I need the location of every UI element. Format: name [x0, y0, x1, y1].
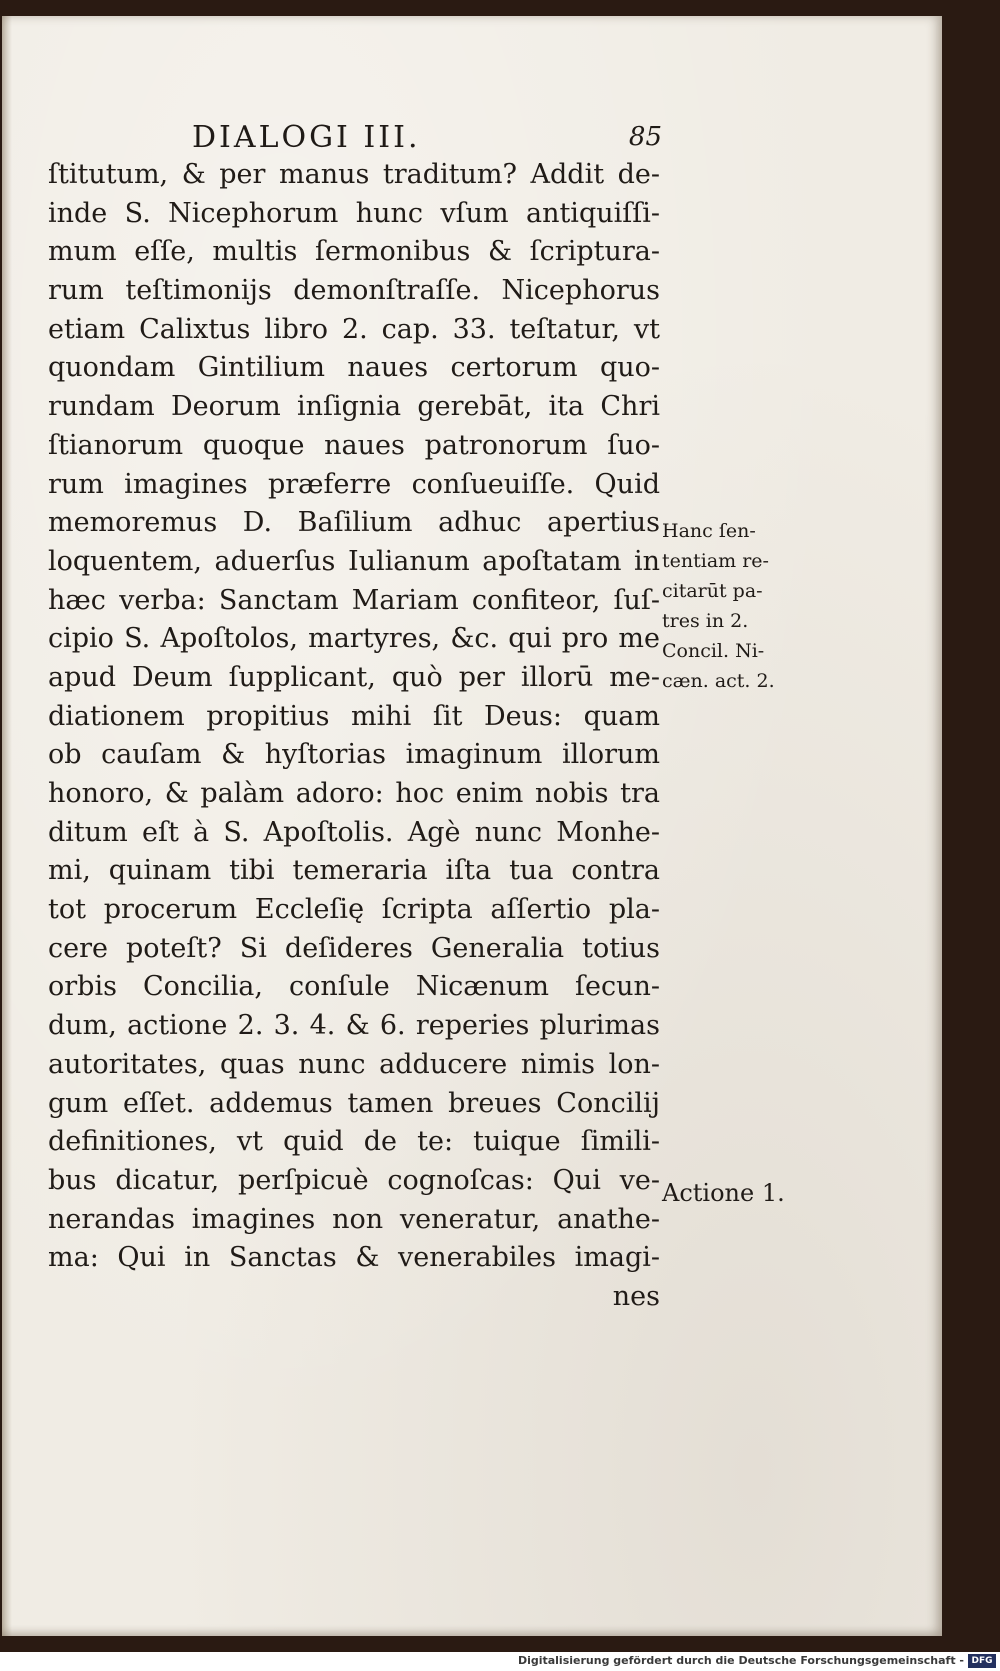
margin-note-council	[662, 516, 796, 696]
text-line: rum teſtimonijs demonſtraſſe. Nicephorus	[48, 275, 660, 307]
text-line: definitiones, vt quid de te: tuique ſimili-	[48, 1126, 660, 1158]
text-line: ma: Qui in Sanctas & venerabiles imagi-	[48, 1242, 660, 1274]
margin-note-line: tentiam re-	[662, 550, 769, 572]
text-line: ſtianorum quoque naues patronorum ſuo-	[48, 429, 660, 461]
margin-note-line: cæn. act. 2.	[662, 670, 775, 692]
body-text	[48, 156, 660, 1317]
text-line: mi, quinam tibi temeraria iſta tua contra	[48, 855, 660, 887]
dfg-logo: DFG	[968, 1654, 996, 1668]
text-line: autoritates, quas nunc adducere nimis lon-	[48, 1048, 660, 1080]
catchword: nes	[612, 1280, 660, 1312]
text-line: inde S. Nicephorum hunc vſum antiquiſſi-	[48, 197, 660, 229]
text-line: ditum eſt à S. Apoſtolis. Agè nunc Monhe-	[48, 816, 660, 848]
margin-note-line: citarūt pa-	[662, 580, 763, 602]
text-line: bus dicatur, perſpicuè cognoſcas: Qui ve-	[48, 1164, 660, 1196]
text-line: gum eſſet. addemus tamen breues Concilij	[48, 1087, 660, 1119]
text-line: hæc verba: Sanctam Mariam confiteor, ſuſ-	[48, 584, 660, 616]
margin-note-line: Concil. Ni-	[662, 640, 765, 662]
text-line: cere poteſt? Si deſideres Generalia totius	[48, 932, 660, 964]
margin-note-line: tres in 2.	[662, 610, 749, 632]
text-line: quondam Gintilium naues certorum quo-	[48, 352, 660, 384]
text-line: rundam Deorum inſignia gerebāt, ita Chri	[48, 391, 660, 423]
book-page	[2, 16, 942, 1636]
text-line: memoremus D. Baſilium adhuc apertius	[48, 507, 660, 539]
page-edge	[2, 16, 12, 1636]
text-line: apud Deum ſupplicant, quò per illorū me-	[48, 661, 660, 693]
text-line: rum imagines præferre conſueuiſſe. Quid	[48, 468, 660, 500]
text-line: ob cauſam & hyſtorias imaginum illorum	[48, 739, 660, 771]
text-line: loquentem, aduerſus Iulianum apoſtatam in	[48, 545, 660, 577]
running-title: DIALOGI III.	[192, 120, 421, 155]
page-number: 85	[628, 122, 662, 152]
margin-note-line: Hanc ſen-	[662, 520, 756, 542]
text-line: orbis Concilia, conſule Nicænum ſecun-	[48, 971, 660, 1003]
text-line: tot procerum Eccleſię ſcripta aſſertio pla-	[48, 894, 660, 926]
text-line: nerandas imagines non veneratur, anathe-	[48, 1203, 660, 1235]
digitization-footer	[0, 1652, 1000, 1671]
text-line: diationem propitius mihi ſit Deus: quam	[48, 700, 660, 732]
text-line: etiam Calixtus libro 2. cap. 33. teſtatur, vt	[48, 313, 660, 345]
running-head	[192, 120, 662, 160]
text-line: mum eſſe, multis ſermonibus & ſcriptura-	[48, 236, 660, 268]
margin-note-actione: Actione 1.	[662, 1179, 785, 1207]
text-line: dum, actione 2. 3. 4. & 6. reperies plurimas	[48, 1010, 660, 1042]
text-line: cipio S. Apoſtolos, martyres, &c. qui pro me	[48, 623, 660, 655]
text-line: honoro, & palàm adoro: hoc enim nobis tra	[48, 778, 660, 809]
text-line: ſtitutum, & per manus traditum? Addit de-	[48, 159, 660, 190]
footer-credit: Digitalisierung gefördert durch die Deutsche Forschungsgemeinschaft -	[517, 1654, 964, 1667]
